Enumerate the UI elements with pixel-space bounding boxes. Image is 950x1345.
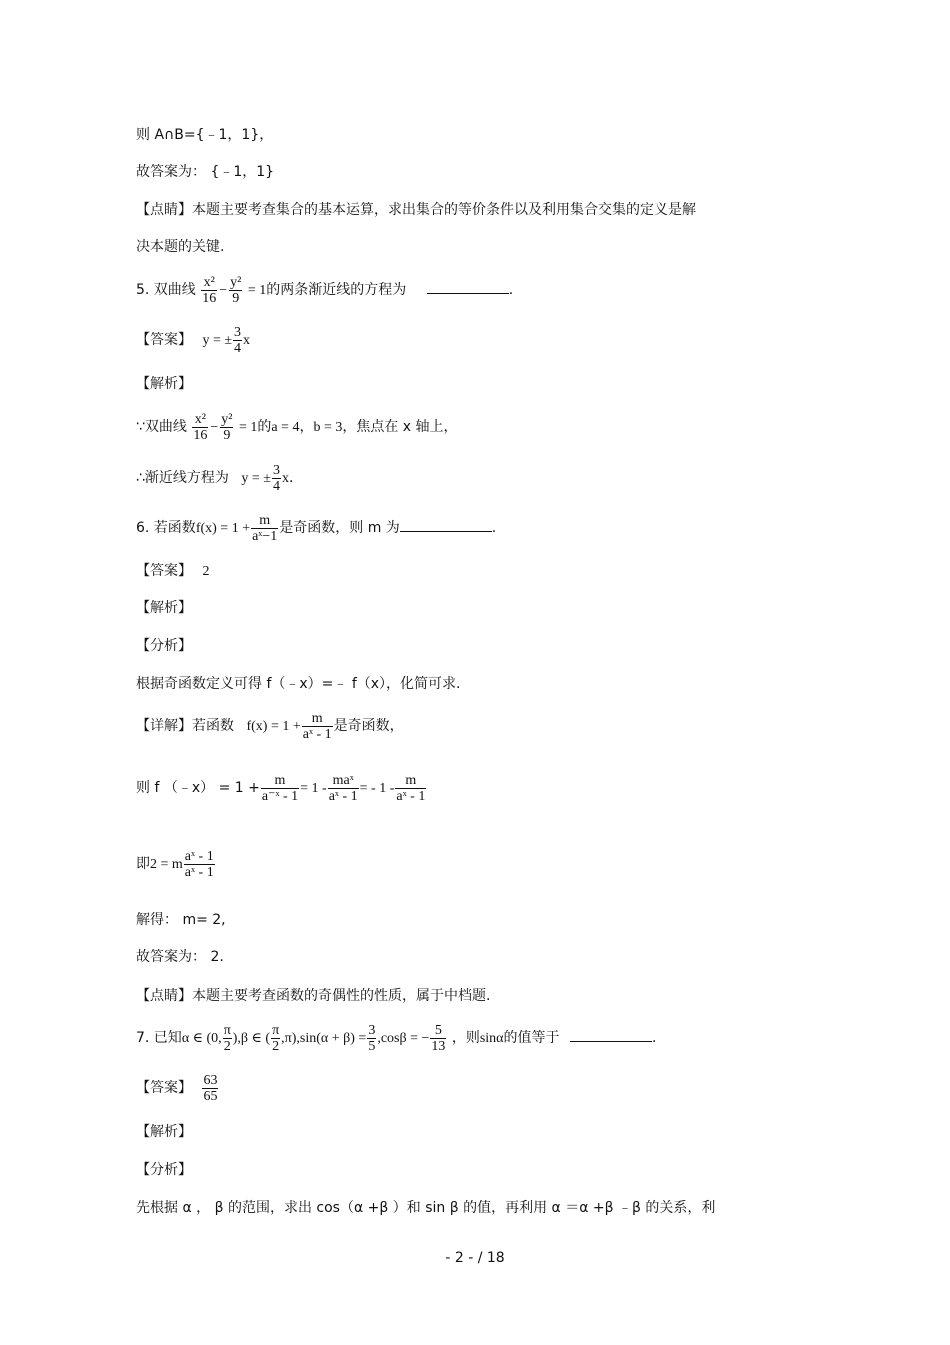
- fraction: [395, 773, 426, 804]
- math-text: = - 1 -: [359, 781, 395, 796]
- denominator: 16: [193, 427, 208, 443]
- text-line: [136, 674, 461, 694]
- text-line: [136, 947, 224, 967]
- analysis-subheading: [136, 1160, 192, 1180]
- math-text: y = ±: [202, 333, 233, 348]
- text-span: 【分析】: [136, 1162, 192, 1178]
- numerator: aˣ - 1: [184, 848, 214, 864]
- question-6: [136, 506, 496, 551]
- math-text: a = 4，b = 3: [271, 420, 343, 435]
- text-span: ，则: [451, 1030, 480, 1046]
- numerator: y²: [221, 411, 233, 427]
- solution-5-line-1: ∵双曲线 $\frac{\text{x²}}{16}$ − $\frac{\text{y²}}{9}$ = 1的a = 4，b = 3，焦点在 x 轴上，: [136, 411, 458, 443]
- equation-6b: [136, 842, 216, 887]
- fraction: [220, 412, 233, 443]
- text-span: 的值等于: [503, 1030, 560, 1046]
- text-span: 是奇函数，: [333, 718, 404, 734]
- fraction: [272, 463, 281, 494]
- question-5: 5. 双曲线 $\frac{\text{x²}}{16}$ − $\frac{\text{y²}}{9}$ = 1的两条渐近线的方程为 .: [136, 274, 514, 306]
- text-line: [136, 986, 490, 1006]
- numerator: π: [272, 1022, 280, 1038]
- text-span: 的两条渐近线的方程为: [266, 282, 407, 298]
- numerator: x²: [201, 275, 217, 291]
- numerator: m: [302, 711, 333, 727]
- text-span: ∴渐近线方程为: [136, 470, 229, 486]
- text-span: 根据奇函数定义可得 f（﹣x）=﹣ f（x），化简可求.: [136, 676, 461, 692]
- numerator: π: [223, 1022, 231, 1038]
- denominator: aˣ - 1: [302, 726, 332, 742]
- equation-6: [136, 766, 427, 811]
- math-text: x: [243, 333, 251, 348]
- denominator: aˣ - 1: [184, 864, 214, 880]
- denominator: aˣ - 1: [328, 788, 358, 804]
- fraction: [223, 1023, 232, 1054]
- denominator: 13: [431, 1038, 446, 1054]
- numerator: m: [261, 773, 299, 789]
- fraction: [261, 773, 299, 804]
- answer-blank[interactable]: [570, 1027, 652, 1042]
- denominator: 5: [368, 1038, 376, 1054]
- analysis-label: [136, 374, 192, 394]
- math-text: x: [281, 471, 289, 486]
- fraction: [202, 1073, 218, 1104]
- denominator: 4: [272, 478, 280, 494]
- text-span: 【点睛】本题主要考查集合的基本运算，求出集合的等价条件以及利用集合交集的定义是解: [136, 202, 696, 218]
- fraction: [229, 275, 242, 306]
- text-line: [136, 125, 273, 145]
- question-7: [136, 1016, 656, 1061]
- fraction: [328, 773, 359, 804]
- math-text: f(x) = 1 +: [195, 521, 251, 536]
- text-span: 故答案为： {﹣1，1}: [136, 164, 275, 180]
- numerator: x²: [192, 412, 208, 428]
- numerator: m: [251, 513, 278, 529]
- text-line: [136, 162, 274, 182]
- numerator: 3: [234, 324, 242, 340]
- answer-label: 【答案】: [136, 563, 192, 579]
- analysis-label: [136, 1122, 192, 1142]
- solution-5-line-2: [136, 456, 293, 501]
- page-number: [0, 1250, 950, 1266]
- text-line: [136, 200, 696, 220]
- text-span: 【点睛】本题主要考查函数的奇偶性的性质，属于中档题.: [136, 988, 491, 1004]
- fraction: [251, 513, 278, 544]
- math-text: 则 f （﹣x） = 1 +: [136, 780, 260, 796]
- fraction: [184, 849, 215, 880]
- fraction: [367, 1023, 376, 1054]
- text-span: .: [508, 282, 514, 298]
- text-line: [136, 1198, 715, 1218]
- text-span: 的: [257, 419, 272, 435]
- denominator: 2: [272, 1038, 280, 1054]
- text-span: 故答案为： 2.: [136, 949, 224, 965]
- numerator: 63: [203, 1072, 218, 1088]
- text-span: .: [288, 470, 294, 486]
- math-text: = 1: [247, 283, 267, 298]
- math-text: 即2 = m: [136, 857, 183, 872]
- text-span: .: [491, 520, 497, 536]
- text-line: [136, 237, 224, 257]
- denominator: aˣ−1: [252, 528, 278, 544]
- answer-7: [136, 1066, 219, 1110]
- denominator: 9: [232, 290, 240, 306]
- analysis-subheading: [136, 636, 192, 656]
- fraction: [201, 275, 217, 306]
- text-span: 是奇函数，则 m 为: [279, 520, 400, 536]
- answer-5: [136, 318, 250, 363]
- math-text: ),β ∈ (: [232, 1031, 271, 1046]
- text-span: 决本题的关键.: [136, 239, 225, 255]
- text-span: 【分析】: [136, 638, 192, 654]
- numerator: y²: [230, 274, 242, 290]
- text-span: ∵双曲线: [136, 419, 187, 435]
- answer-label: 【答案】: [136, 332, 192, 348]
- denominator: 9: [223, 427, 231, 443]
- math-text: f(x) = 1 +: [246, 719, 301, 734]
- fraction: [302, 711, 333, 742]
- text-span: 则 A∩B={﹣1，1}，: [136, 127, 274, 143]
- text-span: 【解析】: [136, 376, 192, 392]
- math-text: ,cosβ = −: [377, 1031, 430, 1046]
- text-span: ，焦点在 x 轴上，: [342, 419, 458, 435]
- page-number-text: - 2 - / 18: [445, 1250, 505, 1266]
- fraction: [430, 1023, 446, 1054]
- numerator: 3: [368, 1022, 376, 1038]
- analysis-label: [136, 598, 192, 618]
- numerator: maˣ: [328, 773, 359, 789]
- numerator: 5: [430, 1023, 446, 1039]
- question-label: 7. 已知: [136, 1030, 182, 1046]
- text-line: [136, 910, 226, 930]
- denominator: 2: [223, 1038, 231, 1054]
- math-text: = 1: [238, 420, 258, 435]
- math-text: ,π),sin(α + β) =: [281, 1031, 367, 1046]
- math-text: = 1 -: [300, 781, 327, 796]
- denominator: aˣ - 1: [396, 788, 426, 804]
- answer-label: 【答案】: [136, 1080, 192, 1096]
- text-span: 【详解】若函数: [136, 718, 234, 734]
- denominator: 65: [203, 1088, 218, 1104]
- denominator: a⁻ˣ - 1: [261, 788, 299, 804]
- numerator: m: [395, 773, 426, 789]
- text-span: .: [651, 1030, 657, 1046]
- text-span: 【解析】: [136, 1124, 192, 1140]
- answer-blank[interactable]: [427, 279, 509, 294]
- detail-6: [136, 704, 404, 749]
- text-span: 解得： m= 2,: [136, 912, 226, 928]
- fraction: [192, 412, 208, 443]
- denominator: 16: [202, 290, 217, 306]
- question-label: 6. 若函数: [136, 520, 196, 536]
- math-text: y = ±: [241, 471, 271, 486]
- math-text: α ∈ (0,: [181, 1031, 222, 1046]
- text-span: 【解析】: [136, 600, 192, 616]
- answer-6: [136, 561, 209, 582]
- fraction: [271, 1023, 280, 1054]
- text-span: 先根据 α ， β 的范围，求出 cos（α +β ）和 sin β 的值，再利用 α ＝α +β ﹣β 的关系，利: [136, 1200, 716, 1216]
- math-text: 2: [202, 564, 210, 579]
- answer-blank[interactable]: [400, 517, 492, 532]
- numerator: 3: [272, 462, 280, 478]
- denominator: 4: [234, 340, 242, 356]
- fraction: [233, 325, 242, 356]
- question-label: 5. 双曲线: [136, 282, 196, 298]
- math-text: sinα: [479, 1031, 504, 1046]
